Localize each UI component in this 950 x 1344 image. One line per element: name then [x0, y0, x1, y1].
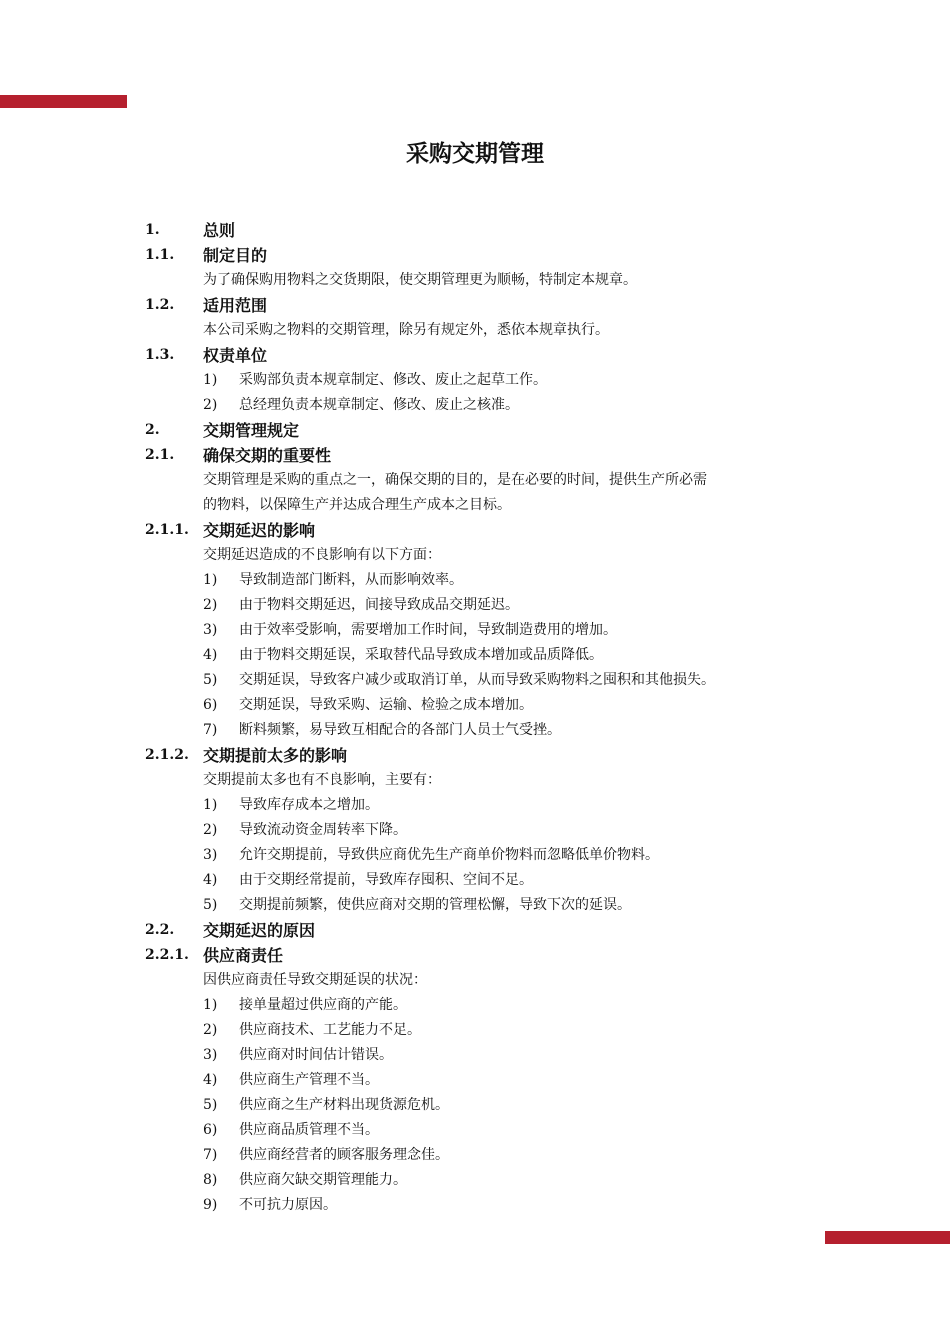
list-item: [203, 793, 825, 818]
section-number: 1.: [145, 222, 160, 238]
section-title: 总则: [203, 221, 236, 240]
section-2-2-heading: [145, 918, 825, 943]
list-text: 采购部负责本规章制定、修改、废止之起草工作。: [239, 372, 547, 388]
section-1-1-text: 为了确保购用物料之交货期限，使交期管理更为顺畅，特制定本规章。: [203, 272, 637, 288]
section-1-1-heading: [145, 243, 825, 268]
section-number: 1.2.: [145, 297, 175, 313]
section-2-1-text-line-2: 的物料，以保障生产并达成合理生产成本之目标。: [203, 497, 511, 513]
section-2-2-1-intro: 因供应商责任导致交期延误的状况：: [203, 972, 427, 988]
section-1-heading: [145, 218, 825, 243]
list-text: 由于效率受影响，需要增加工作时间，导致制造费用的增加。: [239, 622, 617, 638]
list-number: 3): [203, 622, 218, 638]
list-item: [203, 1143, 825, 1168]
list-text: 供应商之生产材料出现货源危机。: [239, 1097, 449, 1113]
section-2-1-2-heading: [145, 743, 825, 768]
section-number: 1.3.: [145, 347, 175, 363]
section-number: 2.1.: [145, 447, 175, 463]
list-item: [203, 1193, 825, 1218]
list-item: [203, 843, 825, 868]
list-number: 2): [203, 397, 218, 413]
list-text: 总经理负责本规章制定、修改、废止之核准。: [239, 397, 519, 413]
section-title: 供应商责任: [203, 946, 284, 965]
list-text: 允许交期提前，导致供应商优先生产商单价物料而忽略低单价物料。: [239, 847, 659, 863]
document-body: [145, 218, 825, 1218]
document-title: 采购交期管理: [406, 141, 544, 167]
section-title: 制定目的: [203, 246, 268, 265]
list-item: [203, 618, 825, 643]
section-2-1-1-intro: 交期延迟造成的不良影响有以下方面：: [203, 547, 441, 563]
list-text: 导致库存成本之增加。: [239, 797, 379, 813]
list-item: [203, 818, 825, 843]
list-number: 5): [203, 897, 218, 913]
section-1-3-heading: [145, 343, 825, 368]
bottom-accent-bar: [825, 1231, 950, 1244]
list-number: 1): [203, 372, 218, 388]
section-title: 交期延迟的原因: [203, 921, 316, 940]
list-text: 供应商欠缺交期管理能力。: [239, 1172, 407, 1188]
list-item: [203, 868, 825, 893]
list-number: 2): [203, 597, 218, 613]
list-text: 导致制造部门断料，从而影响效率。: [239, 572, 463, 588]
list-item: [203, 568, 825, 593]
list-number: 3): [203, 847, 218, 863]
list-item: [203, 643, 825, 668]
list-number: 7): [203, 1147, 218, 1163]
section-number: 1.1.: [145, 247, 175, 263]
section-number: 2.2.: [145, 922, 175, 938]
list-item: [203, 893, 825, 918]
list-item: [203, 1168, 825, 1193]
list-text: 不可抗力原因。: [239, 1197, 337, 1213]
list-item: [203, 1018, 825, 1043]
list-item: [203, 718, 825, 743]
list-number: 4): [203, 872, 218, 888]
list-number: 3): [203, 1047, 218, 1063]
list-text: 供应商经营者的顾客服务理念佳。: [239, 1147, 449, 1163]
list-text: 交期提前频繁，使供应商对交期的管理松懈，导致下次的延误。: [239, 897, 631, 913]
list-text: 断料频繁，易导致互相配合的各部门人员士气受挫。: [239, 722, 561, 738]
list-item: [203, 1093, 825, 1118]
list-number: 1): [203, 797, 218, 813]
section-2-1-text-line-1: 交期管理是采购的重点之一，确保交期的目的，是在必要的时间，提供生产所必需: [203, 472, 707, 488]
section-2-2-1-heading: [145, 943, 825, 968]
section-number: 2.: [145, 422, 160, 438]
list-item: [203, 693, 825, 718]
list-number: 6): [203, 697, 218, 713]
list-text: 交期延误，导致客户减少或取消订单，从而导致采购物料之囤积和其他损失。: [239, 672, 715, 688]
section-title: 确保交期的重要性: [203, 446, 332, 465]
top-accent-bar: [0, 95, 127, 108]
list-text: 供应商生产管理不当。: [239, 1072, 379, 1088]
list-number: 5): [203, 672, 218, 688]
list-item: [203, 1068, 825, 1093]
list-number: 4): [203, 1072, 218, 1088]
section-title: 适用范围: [203, 296, 268, 315]
section-number: 2.1.1.: [145, 522, 189, 538]
section-1-2-text: 本公司采购之物料的交期管理，除另有规定外，悉依本规章执行。: [203, 322, 609, 338]
list-number: 6): [203, 1122, 218, 1138]
section-title: 权责单位: [203, 346, 268, 365]
list-number: 1): [203, 997, 218, 1013]
section-number: 2.1.2.: [145, 747, 189, 763]
list-number: 4): [203, 647, 218, 663]
list-item: [203, 993, 825, 1018]
list-number: 7): [203, 722, 218, 738]
list-text: 接单量超过供应商的产能。: [239, 997, 407, 1013]
section-title: 交期管理规定: [203, 421, 300, 440]
section-number: 2.2.1.: [145, 947, 189, 963]
list-number: 2): [203, 1022, 218, 1038]
section-2-1-heading: [145, 443, 825, 468]
list-item: [203, 1118, 825, 1143]
list-text: 交期延误，导致采购、运输、检验之成本增加。: [239, 697, 533, 713]
list-item: [203, 668, 825, 693]
list-text: 由于物料交期延迟，间接导致成品交期延迟。: [239, 597, 519, 613]
list-item: [203, 368, 825, 393]
list-number: 8): [203, 1172, 218, 1188]
section-2-heading: [145, 418, 825, 443]
list-text: 由于物料交期延误，采取替代品导致成本增加或品质降低。: [239, 647, 603, 663]
list-text: 由于交期经常提前，导致库存囤积、空间不足。: [239, 872, 533, 888]
list-item: [203, 1043, 825, 1068]
list-number: 1): [203, 572, 218, 588]
section-2-1-2-intro: 交期提前太多也有不良影响，主要有：: [203, 772, 441, 788]
section-1-2-heading: [145, 293, 825, 318]
list-text: 供应商品质管理不当。: [239, 1122, 379, 1138]
list-item: [203, 593, 825, 618]
section-title: 交期延迟的影响: [203, 521, 316, 540]
list-item: [203, 393, 825, 418]
list-text: 导致流动资金周转率下降。: [239, 822, 407, 838]
section-title: 交期提前太多的影响: [203, 746, 348, 765]
list-text: 供应商对时间估计错误。: [239, 1047, 393, 1063]
section-2-1-1-heading: [145, 518, 825, 543]
list-number: 2): [203, 822, 218, 838]
list-text: 供应商技术、工艺能力不足。: [239, 1022, 421, 1038]
list-number: 9): [203, 1197, 218, 1213]
list-number: 5): [203, 1097, 218, 1113]
